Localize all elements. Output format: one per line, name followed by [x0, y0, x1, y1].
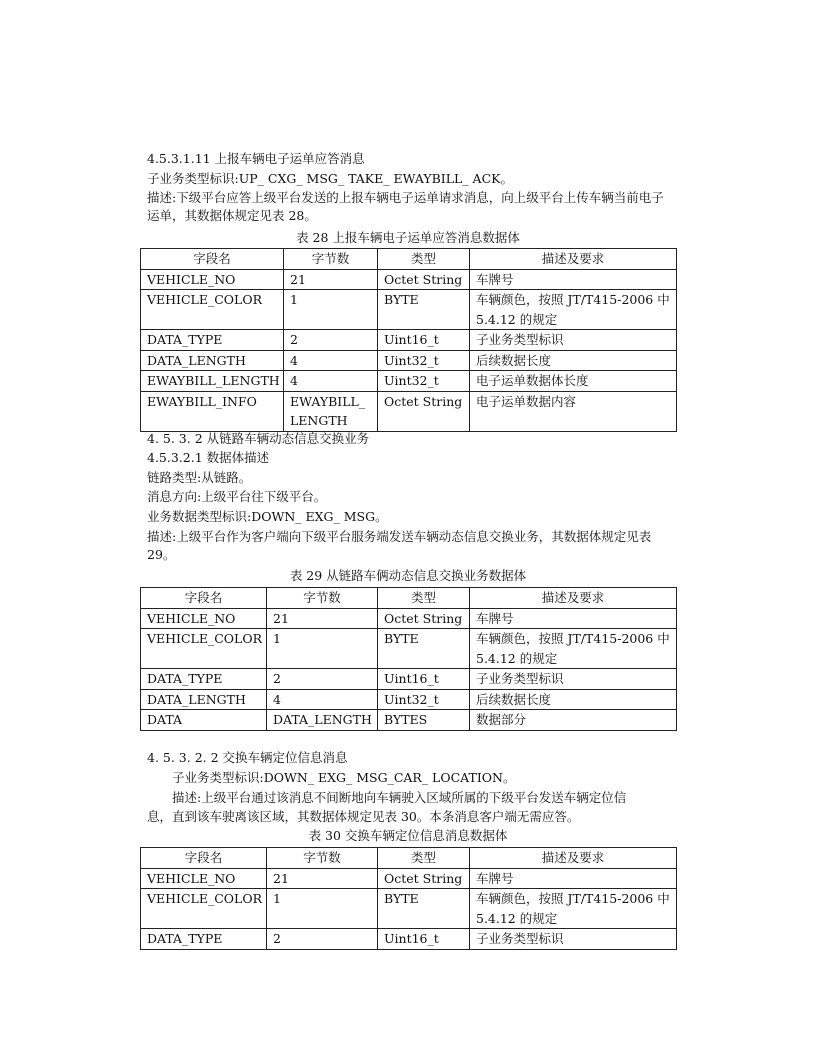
table-row: [141, 391, 677, 431]
table-row: [141, 929, 677, 950]
field-name-cell: VEHICLE_NO: [141, 608, 267, 629]
column-header: 字节数: [267, 848, 378, 869]
type-cell: Uint16_t: [378, 330, 470, 351]
table-row: [141, 868, 677, 889]
description-cell: 车辆颜色，按照 JT/T415-2006 中 5.4.12 的规定: [470, 889, 677, 929]
field-name-cell: EWAYBILL_INFO: [141, 391, 284, 431]
field-name-cell: VEHICLE_COLOR: [141, 889, 267, 929]
byte-count-cell: 4: [284, 350, 378, 371]
field-name-cell: VEHICLE_COLOR: [141, 629, 267, 669]
field-name-cell: VEHICLE_NO: [141, 868, 267, 889]
type-cell: BYTE: [378, 889, 470, 929]
type-cell: BYTE: [378, 290, 470, 330]
table-row: [141, 371, 677, 392]
description-cell: 车牌号: [470, 608, 677, 629]
type-cell: Octet String: [378, 868, 470, 889]
column-header: 类型: [378, 848, 470, 869]
field-name-cell: DATA: [141, 710, 267, 731]
description-cell: 车辆颜色，按照 JT/T415-2006 中 5.4.12 的规定: [470, 629, 677, 669]
description-cell: 子业务类型标识: [470, 929, 677, 950]
type-cell: Uint32_t: [378, 371, 470, 392]
table-row: [141, 330, 677, 351]
spec-table-29: [140, 587, 677, 731]
byte-count-cell: 2: [267, 929, 378, 950]
table-caption: 表 28 上报车辆电子运单应答消息数据体: [296, 230, 520, 245]
description-cell: 车牌号: [470, 269, 677, 290]
biz-type-line: 业务数据类型标识:DOWN_ EXG_ MSG。: [147, 509, 388, 524]
subtype-line: 子业务类型标识:UP_ CXG_ MSG_ TAKE_ EWAYBILL_ ACK。: [147, 171, 513, 186]
table-row: [141, 350, 677, 371]
description-paragraph: 描述:上级平台作为客户端向下级平台服务端发送车辆动态信息交换业务，其数据体规定见表 29。: [147, 529, 652, 562]
description-cell: 车牌号: [470, 868, 677, 889]
section-heading: 4.5.3.1.11 上报车辆电子运单应答消息: [147, 151, 365, 166]
type-cell: Uint32_t: [378, 689, 470, 710]
column-header: 类型: [378, 588, 470, 609]
column-header: 字节数: [267, 588, 378, 609]
byte-count-cell: 2: [267, 669, 378, 690]
description-paragraph: 描述:下级平台应答上级平台发送的上报车辆电子运单请求消息，向上级平台上传车辆当前电子运单，其数据体规定见表 28。: [147, 190, 664, 223]
description-cell: 电子运单数据内容: [470, 391, 677, 431]
table-caption: 表 30 交换车辆定位信息消息数据体: [308, 828, 508, 843]
byte-count-cell: 2: [284, 330, 378, 351]
description-rest-line: 息，直到该车驶离该区域，其数据体规定见表 30。本条消息客户端无需应答。: [147, 809, 580, 824]
table-row: [141, 710, 677, 731]
field-name-cell: DATA_LENGTH: [141, 689, 267, 710]
byte-count-cell: 21: [267, 608, 378, 629]
link-type-line: 链路类型:从链路。: [147, 470, 252, 485]
column-header: 字节数: [284, 249, 378, 270]
section-heading: 4. 5. 3. 2 从链路车辆动态信息交换业务: [147, 431, 370, 446]
subsection-heading: 4.5.3.2.1 数据体描述: [147, 450, 270, 465]
type-cell: Uint32_t: [378, 350, 470, 371]
type-cell: Uint16_t: [378, 929, 470, 950]
byte-count-cell: 1: [267, 629, 378, 669]
table-header-row: [141, 249, 677, 270]
description-cell: 车辆颜色，按照 JT/T415-2006 中 5.4.12 的规定: [470, 290, 677, 330]
byte-count-cell: 21: [284, 269, 378, 290]
description-cell: 子业务类型标识: [470, 669, 677, 690]
subtype-line: 子业务类型标识:DOWN_ EXG_ MSG_CAR_ LOCATION。: [172, 770, 516, 785]
byte-count-cell: 4: [284, 371, 378, 392]
byte-count-cell: 4: [267, 689, 378, 710]
table-row: [141, 269, 677, 290]
column-header: 字段名: [141, 588, 267, 609]
field-name-cell: DATA_LENGTH: [141, 350, 284, 371]
section-heading: 4. 5. 3. 2. 2 交换车辆定位信息消息: [147, 750, 348, 765]
spec-table-28: [140, 248, 677, 432]
type-cell: BYTES: [378, 710, 470, 731]
column-header: 描述及要求: [470, 848, 677, 869]
description-cell: 后续数据长度: [470, 689, 677, 710]
byte-count-cell: EWAYBILL_ LENGTH: [284, 391, 378, 431]
type-cell: Octet String: [378, 391, 470, 431]
byte-count-cell: 1: [267, 889, 378, 929]
byte-count-cell: DATA_LENGTH: [267, 710, 378, 731]
type-cell: BYTE: [378, 629, 470, 669]
field-name-cell: DATA_TYPE: [141, 929, 267, 950]
table-caption: 表 29 从链路车俩动态信息交换业务数据体: [289, 568, 527, 583]
byte-count-cell: 1: [284, 290, 378, 330]
table-header-row: [141, 588, 677, 609]
table-row: [141, 290, 677, 330]
description-cell: 子业务类型标识: [470, 330, 677, 351]
table-row: [141, 689, 677, 710]
column-header: 描述及要求: [470, 588, 677, 609]
column-header: 类型: [378, 249, 470, 270]
description-first-line: 描述:上级平台通过该消息不间断地向车辆驶入区域所属的下级平台发送车辆定位信: [172, 790, 627, 805]
type-cell: Uint16_t: [378, 669, 470, 690]
field-name-cell: EWAYBILL_LENGTH: [141, 371, 284, 392]
table-row: [141, 889, 677, 929]
direction-line: 消息方向:上级平台往下级平台。: [147, 489, 327, 504]
byte-count-cell: 21: [267, 868, 378, 889]
field-name-cell: DATA_TYPE: [141, 669, 267, 690]
table-row: [141, 669, 677, 690]
table-row: [141, 608, 677, 629]
column-header: 描述及要求: [470, 249, 677, 270]
description-cell: 后续数据长度: [470, 350, 677, 371]
table-header-row: [141, 848, 677, 869]
type-cell: Octet String: [378, 608, 470, 629]
field-name-cell: DATA_TYPE: [141, 330, 284, 351]
column-header: 字段名: [141, 249, 284, 270]
field-name-cell: VEHICLE_NO: [141, 269, 284, 290]
description-cell: 电子运单数据体长度: [470, 371, 677, 392]
column-header: 字段名: [141, 848, 267, 869]
type-cell: Octet String: [378, 269, 470, 290]
field-name-cell: VEHICLE_COLOR: [141, 290, 284, 330]
spec-table-30: [140, 847, 677, 950]
table-row: [141, 629, 677, 669]
description-cell: 数据部分: [470, 710, 677, 731]
